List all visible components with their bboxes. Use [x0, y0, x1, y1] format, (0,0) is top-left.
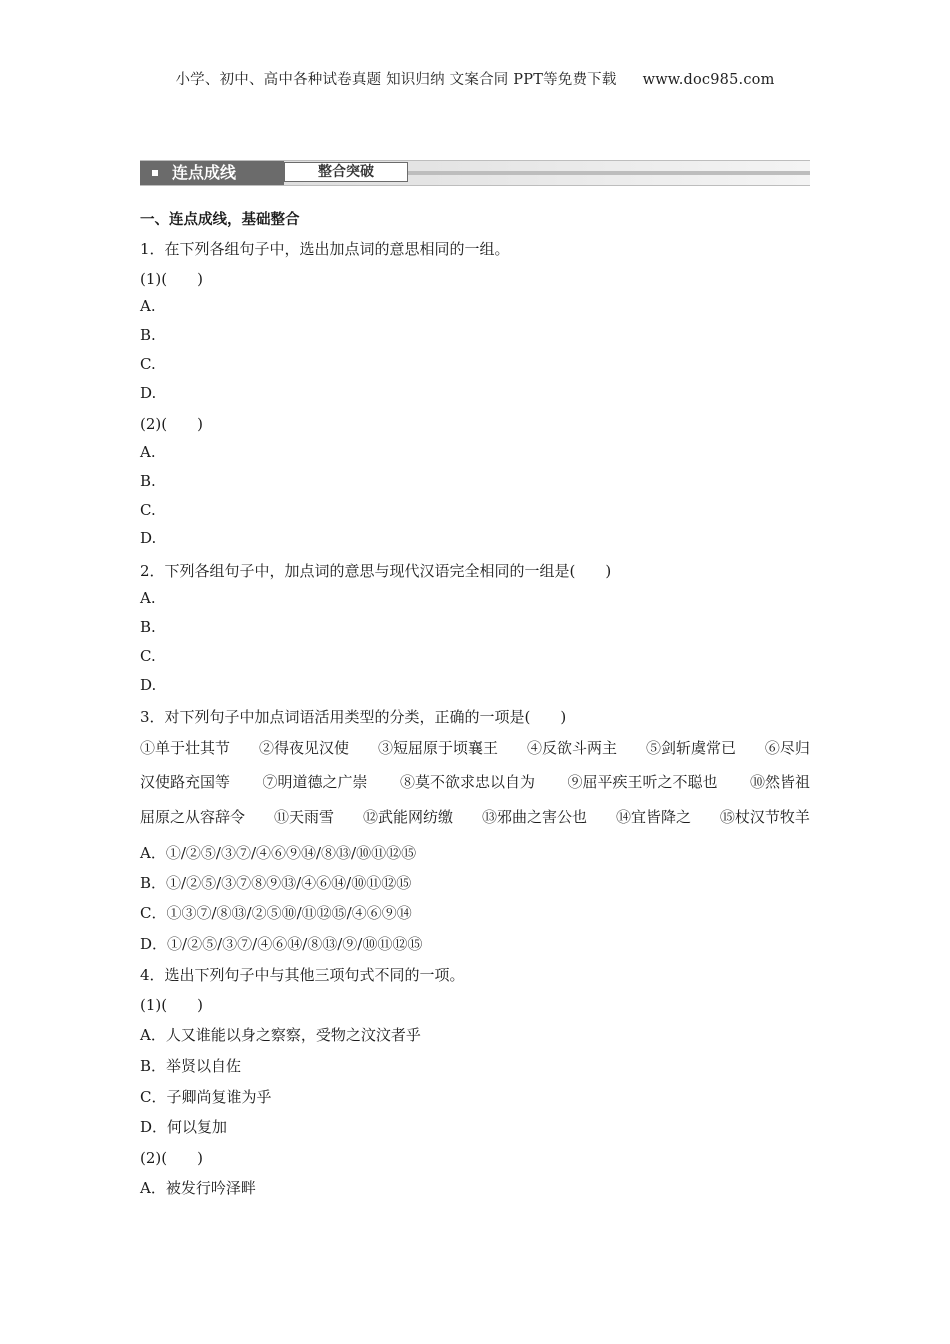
sentence-11: ⑪天雨雪 — [273, 808, 334, 826]
option-b: B. — [140, 618, 156, 636]
banner-right-label: 整合突破 — [284, 162, 408, 182]
question-1-part-1: (1)( ) — [140, 270, 203, 288]
sentence-14: ⑭宜皆降之 — [615, 808, 691, 826]
question-2: 2．下列各组句子中，加点词的意思与现代汉语完全相同的一组是( ) — [140, 562, 612, 580]
option-c: C．①③⑦/⑧⑬/②⑤⑩/⑪⑫⑮/④⑥⑨⑭ — [140, 904, 412, 922]
option-c: C. — [140, 501, 156, 519]
sentence-10: ⑩然皆祖 — [749, 773, 810, 791]
sentence-1: ①单于壮其节 — [140, 739, 231, 757]
option-a: A. — [140, 589, 156, 607]
question-4-part-2: (2)( ) — [140, 1149, 203, 1167]
banner-left — [140, 161, 284, 185]
sentence-2: ②得夜见汉使 — [258, 739, 349, 757]
sentence-7: ⑦明道德之广崇 — [262, 773, 368, 791]
sentence-6: ⑥尽归 — [764, 739, 810, 757]
sentence-6-cont: 汉使路充国等 — [140, 773, 231, 791]
question-3-sentences-line-1 — [140, 737, 810, 758]
sentence-3: ③短屈原于顷襄王 — [377, 739, 498, 757]
option-d: D. — [140, 529, 157, 547]
option-d: D．何以复加 — [140, 1118, 228, 1136]
option-a: A．①/②⑤/③⑦/④⑥⑨⑭/⑧⑬/⑩⑪⑫⑮ — [140, 844, 417, 862]
question-3: 3．对下列句子中加点词语活用类型的分类，正确的一项是( ) — [140, 708, 567, 726]
banner-stripe — [408, 171, 810, 175]
option-c: C．子卿尚复谁为乎 — [140, 1088, 272, 1106]
question-3-sentences-line-2 — [140, 771, 810, 792]
option-a: A．人又谁能以身之察察，受物之汶汶者乎 — [140, 1026, 421, 1044]
section-banner — [140, 160, 810, 186]
sentence-10-cont: 屈原之从容辞令 — [140, 808, 246, 826]
sentence-5: ⑤剑斩虞常已 — [645, 739, 736, 757]
option-a: A. — [140, 297, 156, 315]
option-d: D．①/②⑤/③⑦/④⑥⑭/⑧⑬/⑨/⑩⑪⑫⑮ — [140, 935, 423, 953]
banner-left-label: 连点成线 — [172, 163, 237, 182]
option-a: A. — [140, 443, 156, 461]
question-4: 4．选出下列句子中与其他三项句式不同的一项。 — [140, 966, 465, 984]
option-b: B．举贤以自佐 — [140, 1057, 242, 1075]
sentence-13: ⑬邪曲之害公也 — [481, 808, 587, 826]
sentence-8: ⑧莫不欲求忠以自为 — [399, 773, 535, 791]
option-d: D. — [140, 676, 157, 694]
question-3-sentences-line-3 — [140, 806, 810, 827]
square-bullet-icon — [152, 170, 158, 176]
option-c: C. — [140, 355, 156, 373]
option-a: A．被发行吟泽畔 — [140, 1179, 256, 1197]
sentence-12: ⑫武能网纺缴 — [362, 808, 453, 826]
question-1-part-2: (2)( ) — [140, 415, 203, 433]
question-4-part-1: (1)( ) — [140, 996, 203, 1014]
header-url[interactable]: www.doc985.com — [642, 72, 775, 88]
sentence-4: ④反欲斗两主 — [526, 739, 617, 757]
option-b: B. — [140, 326, 156, 344]
option-d: D. — [140, 384, 157, 402]
option-b: B. — [140, 472, 156, 490]
sentence-9: ⑨屈平疾王听之不聪也 — [567, 773, 718, 791]
sentence-15: ⑮杖汉节牧羊 — [719, 808, 810, 826]
option-b: B．①/②⑤/③⑦⑧⑨⑬/④⑥⑭/⑩⑪⑫⑮ — [140, 874, 412, 892]
page-header — [0, 68, 950, 89]
section-title: 一、连点成线，基础整合 — [140, 212, 300, 228]
question-1: 1．在下列各组句子中，选出加点词的意思相同的一组。 — [140, 240, 510, 258]
option-c: C. — [140, 647, 156, 665]
header-text: 小学、初中、高中各种试卷真题 知识归纳 文案合同 PPT等免费下载 — [175, 72, 617, 88]
